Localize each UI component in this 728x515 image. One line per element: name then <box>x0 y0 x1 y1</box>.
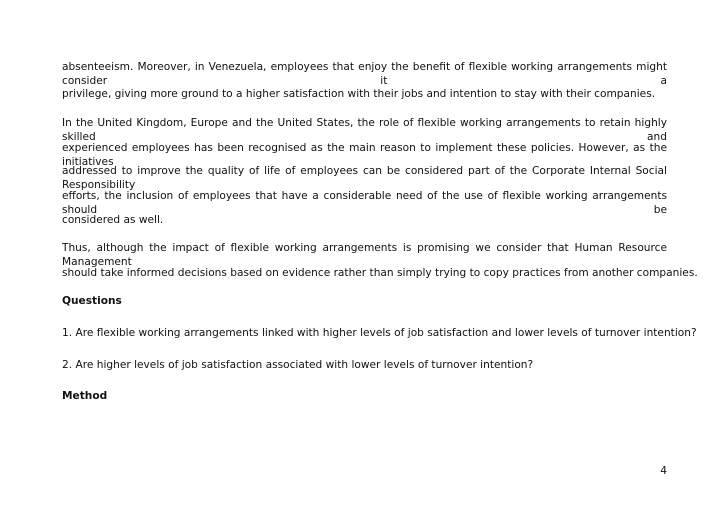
paragraph-2-line-3: addressed to improve the quality of life of employees can be considered part of the Corporate Internal Social Responsibility <box>62 165 667 191</box>
method-heading: Method <box>62 390 108 402</box>
questions-heading: Questions <box>62 295 122 307</box>
paragraph-2-line-1: In the United Kingdom, Europe and the United States, the role of flexible working arrangements to retain highly skilled and <box>62 117 667 143</box>
paragraph-2-line-2: experienced employees has been recognised as the main reason to implement these policies. However, as the initiatives <box>62 142 667 168</box>
page-number: 4 <box>660 465 667 477</box>
paragraph-2-line-5: considered as well. <box>62 214 164 226</box>
paragraph-3-line-1: Thus, although the impact of flexible working arrangements is promising we consider that Human Resource Management <box>62 242 667 268</box>
paragraph-3-line-2: should take informed decisions based on evidence rather than simply trying to copy practices from another companies. <box>62 267 698 279</box>
question-2: 2. Are higher levels of job satisfaction associated with lower levels of turnover intention? <box>62 359 534 371</box>
paragraph-1-line-2: privilege, giving more ground to a higher satisfaction with their jobs and intention to stay with their companies. <box>62 88 656 100</box>
question-1: 1. Are flexible working arrangements linked with higher levels of job satisfaction and lower levels of turnover intention? <box>62 327 697 339</box>
paragraph-1-line-1: absenteeism. Moreover, in Venezuela, employees that enjoy the benefit of flexible working arrangements might consider it a <box>62 61 667 87</box>
paragraph-2-line-4: efforts, the inclusion of employees that have a considerable need of the use of flexible working arrangements should be <box>62 190 667 216</box>
